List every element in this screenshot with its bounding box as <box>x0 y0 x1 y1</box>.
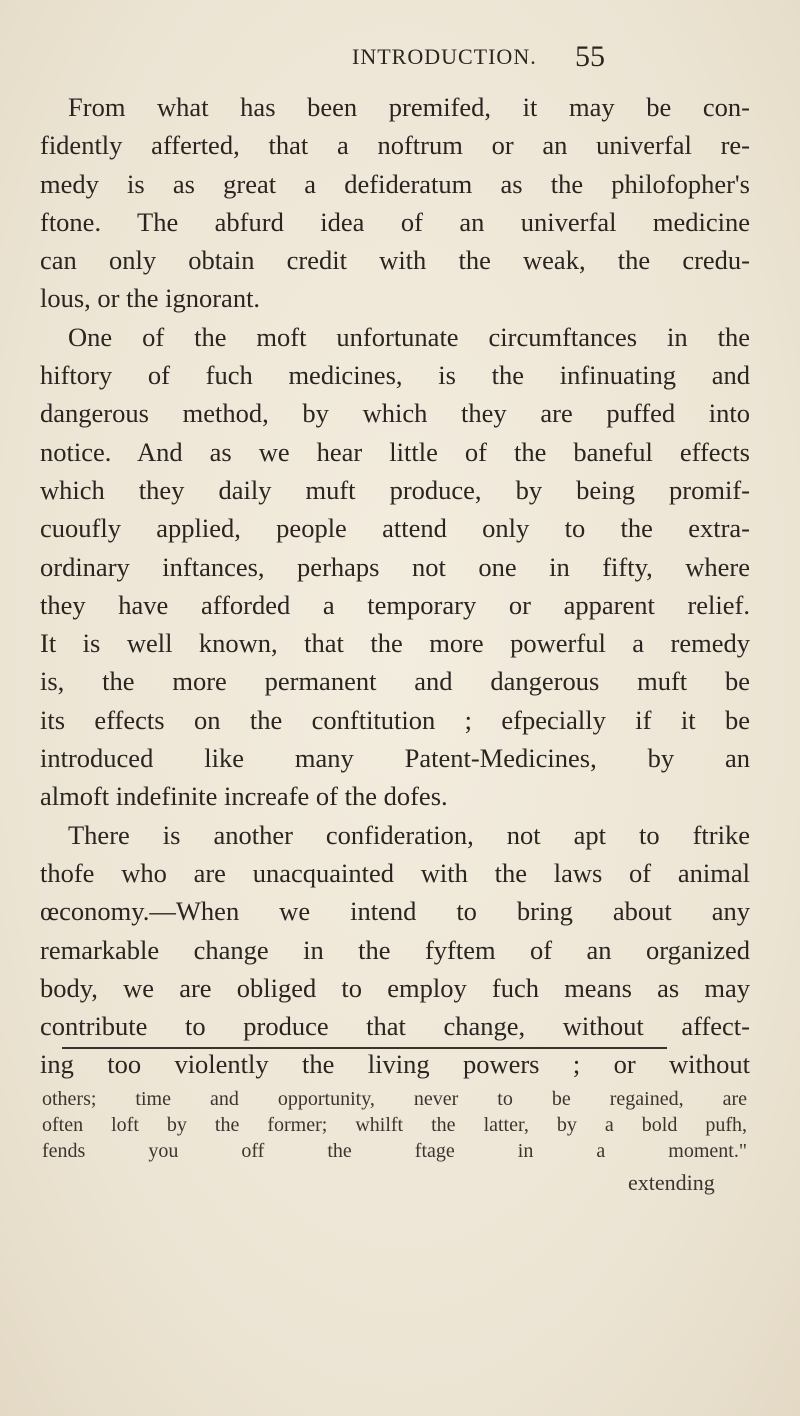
text-line: which they daily muft produce, by being promif- <box>40 474 750 505</box>
footnote-line: others; time and opportunity, never to be regained, are <box>42 1088 747 1110</box>
footnote-line: often loft by the former; whilft the latter, by a bold pufh, <box>42 1114 747 1136</box>
text-line: hiftory of fuch medicines, is the infinuating and <box>40 360 750 391</box>
text-line: It is well known, that the more powerful a remedy <box>40 628 750 659</box>
text-line: thofe who are unacquainted with the laws of animal <box>40 857 750 888</box>
text-line: body, we are obliged to employ fuch means as may <box>40 972 750 1003</box>
text-line: lous, or the ignorant. <box>40 283 261 314</box>
text-line: contribute to produce that change, without affect- <box>40 1011 750 1042</box>
text-line: œconomy.—When we intend to bring about any <box>40 896 750 927</box>
text-line: almoft indefinite increafe of the dofes. <box>40 781 448 812</box>
text-line: remarkable change in the fyftem of an organized <box>40 934 750 965</box>
text-line: There is another confideration, not apt to ftrike <box>68 819 750 850</box>
running-head: INTRODUCTION. <box>352 44 537 69</box>
footnote-rule <box>62 1047 667 1049</box>
page-header <box>0 40 800 84</box>
text-line: ing too violently the living powers ; or without <box>40 1049 750 1080</box>
footnote-line: fends you off the ftage in a moment." <box>42 1140 747 1162</box>
text-line: fidently afferted, that a noftrum or an univerfal re- <box>40 130 750 161</box>
text-line: ordinary inftances, perhaps not one in fifty, where <box>40 551 750 582</box>
text-line: One of the moft unfortunate circumftances in the <box>68 321 750 352</box>
text-line: From what has been premifed, it may be con- <box>68 92 750 122</box>
text-line: its effects on the conftitution ; efpecially if it be <box>40 704 750 735</box>
text-line: dangerous method, by which they are puffed into <box>40 398 750 429</box>
text-line: ftone. The abfurd idea of an univerfal medicine <box>40 206 750 237</box>
text-line: they have afforded a temporary or apparent relief. <box>40 589 750 620</box>
text-line: can only obtain credit with the weak, the credu- <box>40 245 750 276</box>
text-line: is, the more permanent and dangerous muft be <box>40 666 750 697</box>
catchword: extending <box>628 1170 715 1195</box>
footnote <box>42 1086 747 1164</box>
body-text <box>40 88 750 1084</box>
text-line: cuoufly applied, people attend only to the extra- <box>40 513 750 544</box>
text-line: medy is as great a defideratum as the philofopher's <box>40 168 750 199</box>
page-number: 55 <box>575 40 605 73</box>
text-line: notice. And as we hear little of the baneful effects <box>40 436 750 467</box>
text-line: introduced like many Patent-Medicines, by an <box>40 743 750 774</box>
